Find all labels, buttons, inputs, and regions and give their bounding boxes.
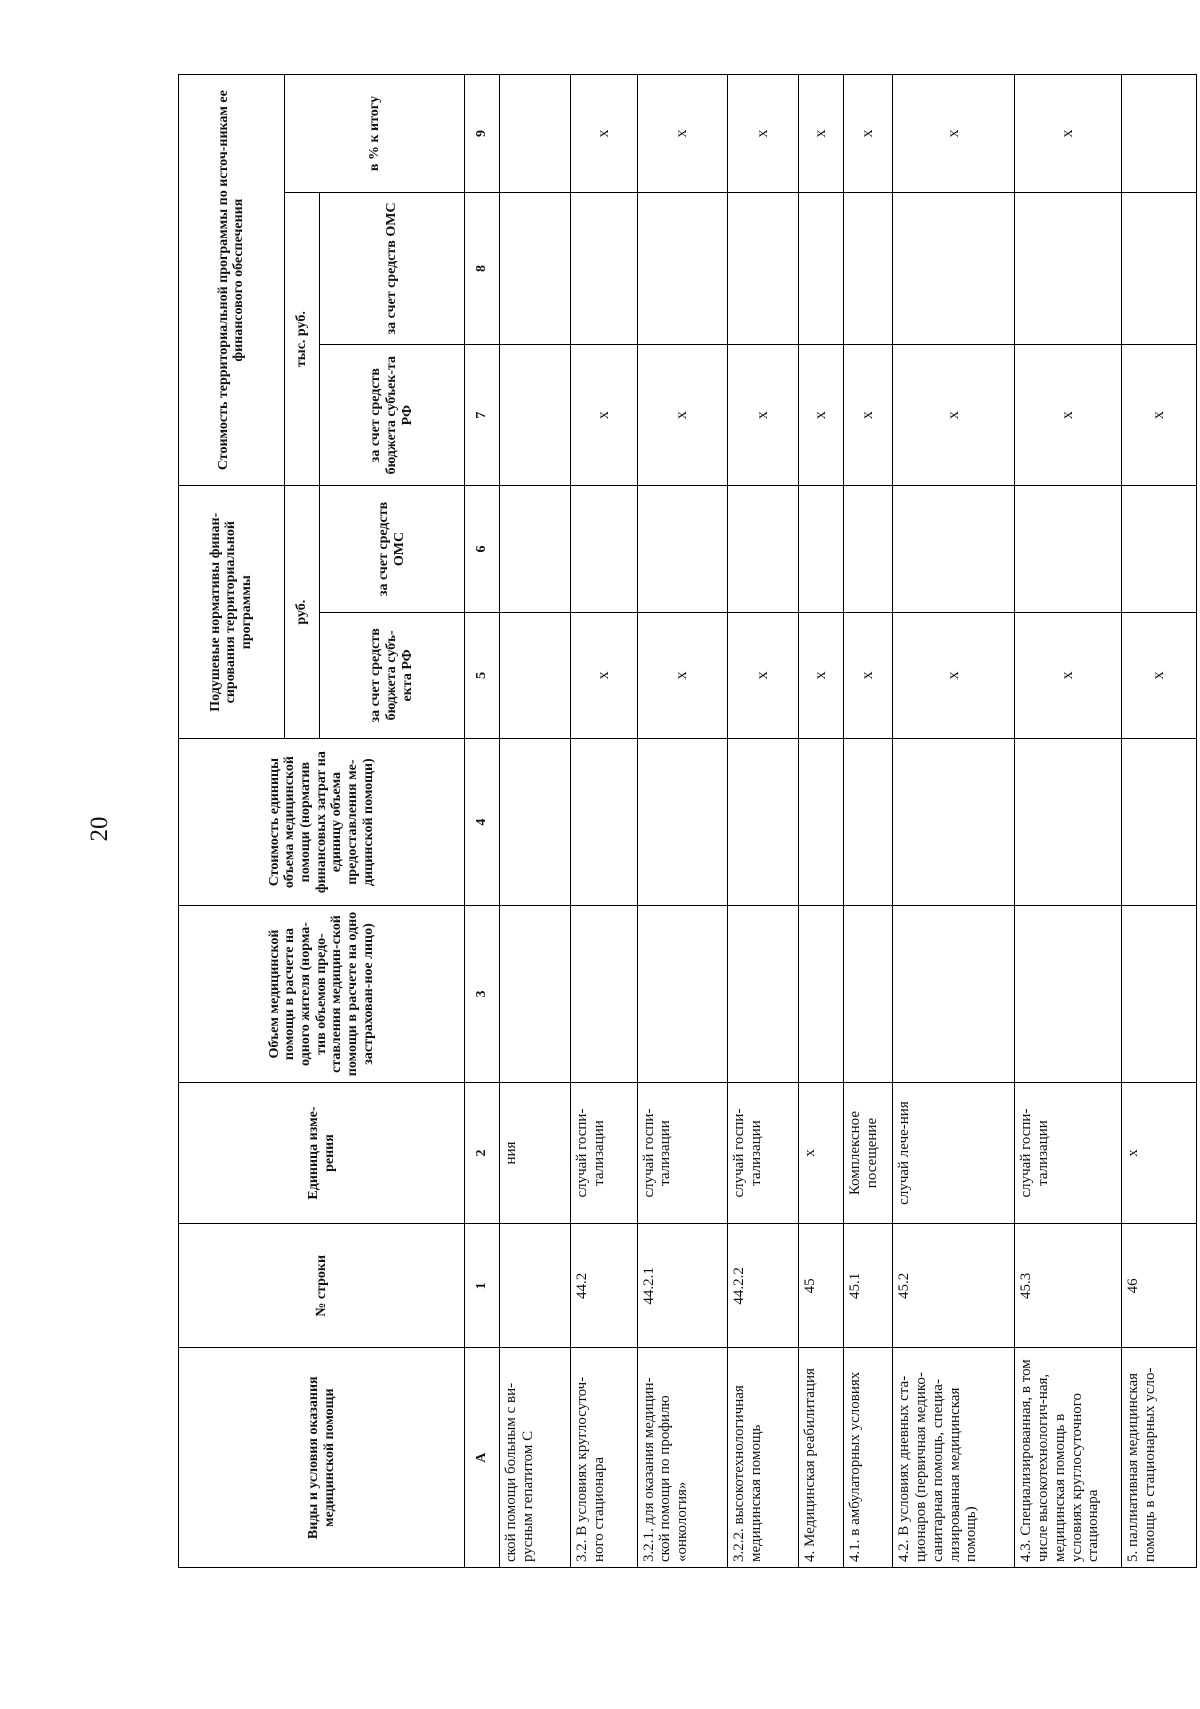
row-budget-cost: х (1121, 344, 1196, 485)
row-budget-cost: х (727, 344, 799, 485)
row-line-number: 45.1 (843, 1224, 892, 1348)
column-number: 7 (465, 344, 500, 485)
row-kind: 3.2.2. высокотехнологичная медицинская помощь (727, 1348, 799, 1568)
row-kind: 3.2.1. для оказания медицин-ской помощи по профилю «онкология» (637, 1348, 727, 1568)
row-oms-cost (799, 192, 844, 344)
row-unit: х (1121, 1082, 1196, 1223)
row-line-number: 45.3 (1015, 1224, 1122, 1348)
header-oms-per-capita: за счет средств ОМС (319, 486, 464, 612)
row-percent: х (843, 75, 892, 193)
column-number: 4 (465, 739, 500, 906)
row-budget-cost: х (799, 344, 844, 485)
row-line-number: 44.2.1 (637, 1224, 727, 1348)
row-unit: Комплексное посещение (843, 1082, 892, 1223)
row-budget-per-capita (500, 612, 570, 738)
header-rub: руб. (284, 486, 319, 739)
table-row (799, 75, 844, 1568)
row-oms-cost (1121, 192, 1196, 344)
row-line-number: 45 (799, 1224, 844, 1348)
row-unit: случай госпи-тализации (727, 1082, 799, 1223)
row-unit-cost (1121, 739, 1196, 906)
table-row (1015, 75, 1122, 1568)
row-line-number: 46 (1121, 1224, 1196, 1348)
row-unit-cost (893, 739, 1015, 906)
row-oms-per-capita (843, 486, 892, 612)
column-number: 6 (465, 486, 500, 612)
row-kind: 4.3. Специализированная, в том числе высокотехнологич-ная, медицинская помощь в условиях круглосуточного стационара (1015, 1348, 1122, 1568)
row-volume (637, 906, 727, 1083)
row-unit: случай лече-ния (893, 1082, 1015, 1223)
row-oms-cost (893, 192, 1015, 344)
column-number: 9 (465, 75, 500, 193)
row-unit-cost (843, 739, 892, 906)
row-percent: х (799, 75, 844, 193)
row-oms-per-capita (500, 486, 570, 612)
column-number: А (465, 1348, 500, 1568)
header-unit: Единица изме-рения (179, 1082, 465, 1223)
row-line-number: 44.2.2 (727, 1224, 799, 1348)
header-budget-cost: за счет средств бюджета субъек-та РФ (319, 344, 464, 485)
financing-table (178, 74, 1197, 1568)
row-unit: случай госпи-тализации (637, 1082, 727, 1223)
column-number: 5 (465, 612, 500, 738)
header-line-number: № строки (179, 1224, 465, 1348)
table-row (727, 75, 799, 1568)
row-unit-cost (500, 739, 570, 906)
row-volume (843, 906, 892, 1083)
page-number: 20 (86, 816, 113, 842)
row-volume (893, 906, 1015, 1083)
row-volume (727, 906, 799, 1083)
table-row (1121, 75, 1196, 1568)
row-kind: 4.2. В условиях дневных ста-ционаров (первичная медико-санитарная помощь, специа-лизированная медицинская помощь) (893, 1348, 1015, 1568)
row-volume (570, 906, 637, 1083)
row-oms-per-capita (1015, 486, 1122, 612)
row-oms-cost (570, 192, 637, 344)
row-unit: ния (500, 1082, 570, 1223)
row-budget-cost (500, 344, 570, 485)
row-unit: случай госпи-тализации (570, 1082, 637, 1223)
row-volume (1121, 906, 1196, 1083)
table-row (893, 75, 1015, 1568)
row-oms-per-capita (1121, 486, 1196, 612)
row-budget-per-capita: х (1121, 612, 1196, 738)
row-percent: х (727, 75, 799, 193)
row-budget-cost: х (843, 344, 892, 485)
row-budget-cost: х (637, 344, 727, 485)
header-budget-per-capita: за счет средств бюджета субъ-екта РФ (319, 612, 464, 738)
row-budget-cost: х (893, 344, 1015, 485)
row-kind: 4. Медицинская реабилитация (799, 1348, 844, 1568)
row-unit-cost (799, 739, 844, 906)
row-oms-per-capita (637, 486, 727, 612)
row-line-number: 44.2 (570, 1224, 637, 1348)
row-budget-per-capita: х (893, 612, 1015, 738)
row-volume (1015, 906, 1122, 1083)
row-unit: случай госпи-тализации (1015, 1082, 1122, 1223)
row-percent: х (570, 75, 637, 193)
row-budget-per-capita: х (727, 612, 799, 738)
row-percent (500, 75, 570, 193)
header-percent: в % к итогу (284, 75, 465, 193)
row-unit: х (799, 1082, 844, 1223)
header-unit-cost: Стоимость единицы объема медицинской помощи (норматив финансовых затрат на единицу объема предоставления ме-дицинской помощи) (179, 739, 465, 906)
row-kind: 5. паллиативная медицинская помощь в стационарных усло- (1121, 1348, 1196, 1568)
table-body (500, 75, 1197, 1568)
row-unit-cost (637, 739, 727, 906)
column-number: 2 (465, 1082, 500, 1223)
row-oms-per-capita (893, 486, 1015, 612)
row-unit-cost (570, 739, 637, 906)
row-oms-per-capita (570, 486, 637, 612)
row-budget-per-capita: х (570, 612, 637, 738)
header-kinds: Виды и условия оказания медицинской помощи (179, 1348, 465, 1568)
row-kind: 4.1. в амбулаторных условиях (843, 1348, 892, 1568)
row-oms-cost (843, 192, 892, 344)
row-line-number: 45.2 (893, 1224, 1015, 1348)
row-oms-cost (637, 192, 727, 344)
row-volume (799, 906, 844, 1083)
row-budget-per-capita: х (799, 612, 844, 738)
row-oms-cost (500, 192, 570, 344)
row-percent: х (1015, 75, 1122, 193)
row-budget-per-capita: х (637, 612, 727, 738)
column-number: 8 (465, 192, 500, 344)
row-unit-cost (727, 739, 799, 906)
header-per-capita-group: Подушевые нормативы финан-сирования территориальной программы (179, 486, 285, 739)
row-percent: х (637, 75, 727, 193)
row-budget-per-capita: х (843, 612, 892, 738)
row-oms-cost (1015, 192, 1122, 344)
header-oms-cost: за счет средств ОМС (319, 192, 464, 344)
row-oms-per-capita (799, 486, 844, 612)
table-row (637, 75, 727, 1568)
header-cost-group: Стоимость территориальной программы по источ-никам ее финансового обеспечения (179, 75, 285, 486)
financing-table-rotated (178, 74, 1197, 1568)
column-number: 3 (465, 906, 500, 1083)
row-budget-cost: х (570, 344, 637, 485)
row-kind: 3.2. В условиях круглосуточ-ного стационара (570, 1348, 637, 1568)
row-unit-cost (1015, 739, 1122, 906)
row-budget-cost: х (1015, 344, 1122, 485)
row-percent: х (893, 75, 1015, 193)
row-oms-cost (727, 192, 799, 344)
row-kind: ской помощи больным с ви-русным гепатитом С (500, 1348, 570, 1568)
row-oms-per-capita (727, 486, 799, 612)
row-percent (1121, 75, 1196, 193)
table-row (570, 75, 637, 1568)
column-number: 1 (465, 1224, 500, 1348)
row-volume (500, 906, 570, 1083)
header-thousand-rub: тыс. руб. (284, 192, 319, 485)
table-row (500, 75, 570, 1568)
row-line-number (500, 1224, 570, 1348)
row-budget-per-capita: х (1015, 612, 1122, 738)
table-row (843, 75, 892, 1568)
header-volume: Объем медицинской помощи в расчете на одного жителя (норма-тив объемов предо-ставления медицин-ской помощи в расчете на одно застрахован-ное лицо) (179, 906, 465, 1083)
